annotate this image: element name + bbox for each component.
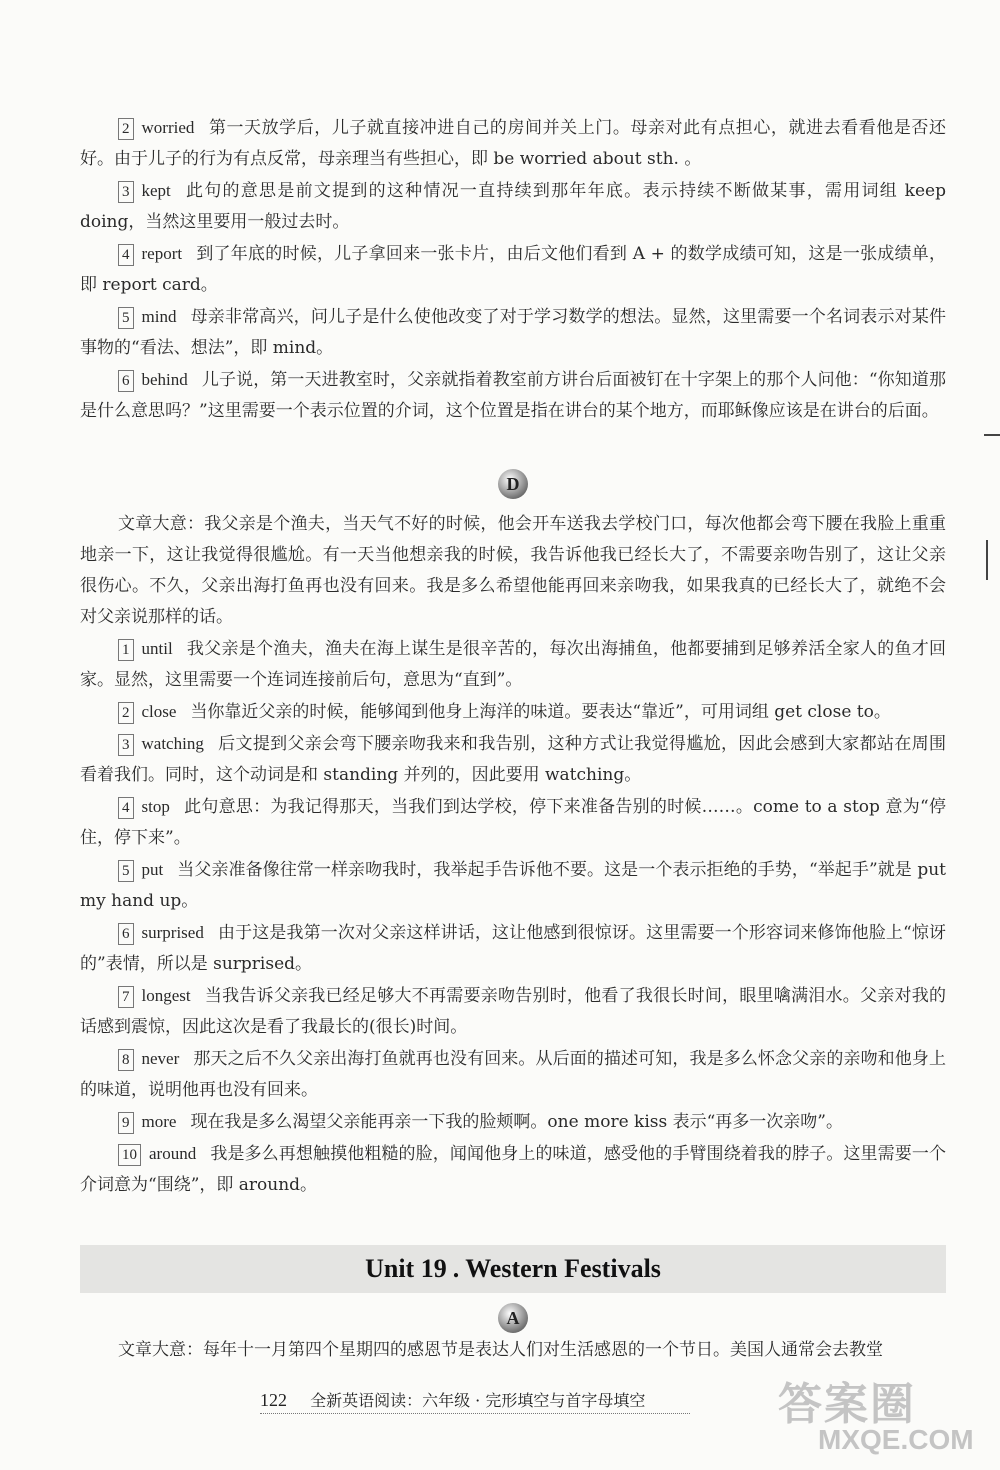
answer-entry xyxy=(80,980,946,1043)
answer-word: stop xyxy=(141,797,170,816)
answer-word: report xyxy=(141,244,183,263)
question-number: 6 xyxy=(118,370,134,392)
page-footer xyxy=(260,1388,645,1411)
edge-mark xyxy=(986,540,988,580)
question-number: 5 xyxy=(118,860,134,882)
answer-word: behind xyxy=(141,370,188,389)
answer-word: worried xyxy=(141,118,195,137)
question-number: 9 xyxy=(118,1112,134,1134)
answer-word: surprised xyxy=(141,923,204,942)
answer-explanation: 儿子说，第一天进教室时，父亲就指着教室前方讲台后面被钉在十字架上的那个人问他：“你知道那是什么意思吗？”这里需要一个表示位置的介词，这个位置是指在讲台的某个地方，而耶稣像应该是在讲台的后面。 xyxy=(80,370,946,421)
answer-entry xyxy=(80,1138,946,1201)
watermark-line2: MXQE.COM xyxy=(818,1424,974,1455)
question-number: 6 xyxy=(118,923,134,945)
answer-word: more xyxy=(141,1112,177,1131)
answer-explanation: 当你靠近父亲的时候，能够闻到他身上海洋的味道。要表达“靠近”，可用词组 get close to。 xyxy=(190,702,891,722)
footer-divider xyxy=(260,1413,690,1414)
answer-explanation: 当父亲准备像往常一样亲吻我时，我举起手告诉他不要。这是一个表示拒绝的手势，“举起手”就是 put my hand up。 xyxy=(80,860,946,911)
question-number: 7 xyxy=(118,986,134,1008)
answer-entry xyxy=(80,112,946,175)
answer-word: close xyxy=(141,702,177,721)
answer-word: longest xyxy=(141,986,191,1005)
answer-word: until xyxy=(141,639,173,658)
unit-title: Western Festivals xyxy=(465,1254,661,1283)
question-number: 3 xyxy=(118,734,134,756)
question-number: 4 xyxy=(118,797,134,819)
answer-entry xyxy=(80,854,946,917)
answer-entry xyxy=(80,301,946,364)
answer-word: watching xyxy=(141,734,204,753)
section-d-summary: 文章大意：我父亲是个渔夫，当天气不好的时候，他会开车送我去学校门口，每次他都会弯下腰在我脸上重重地亲一下，这让我觉得很尴尬。有一天当他想亲我的时候，我告诉他我已经长大了，不需要亲吻告别了，这让父亲很伤心。不久，父亲出海打鱼再也没有回来。我是多么希望他能再回来亲吻我，如果我真的已经长大了，就绝不会对父亲说那样的话。 xyxy=(80,514,946,627)
answer-word: kept xyxy=(141,181,171,200)
question-number: 2 xyxy=(118,702,134,724)
answer-explanation: 到了年底的时候，儿子拿回来一张卡片，由后文他们看到 A + 的数学成绩可知，这是一张成绩单，即 report card。 xyxy=(80,244,946,295)
unit-number: Unit 19 xyxy=(365,1254,447,1283)
section-d-badge: D xyxy=(498,469,528,499)
question-number: 10 xyxy=(118,1144,141,1166)
answer-word: mind xyxy=(141,307,177,326)
watermark-line1: 答案圈 xyxy=(778,1380,916,1429)
answer-entry xyxy=(80,175,946,238)
answer-explanation: 后文提到父亲会弯下腰亲吻我来和我告别，这种方式让我觉得尴尬，因此会感到大家都站在周围看着我们。同时，这个动词是和 standing 并列的，因此要用 watching。 xyxy=(80,734,946,785)
question-number: 8 xyxy=(118,1049,134,1071)
answer-explanation: 第一天放学后，儿子就直接冲进自己的房间并关上门。母亲对此有点担心，就进去看看他是否还好。由于儿子的行为有点反常，母亲理当有些担心，即 be worried about sth. 。 xyxy=(80,118,946,169)
answer-entry xyxy=(80,728,946,791)
edge-mark xyxy=(984,434,1000,436)
answer-explanation: 现在我是多么渴望父亲能再亲一下我的脸颊啊。one more kiss 表示“再多一次亲吻”。 xyxy=(190,1112,844,1132)
section-a-badge: A xyxy=(498,1303,528,1333)
watermark-logo xyxy=(778,1368,978,1458)
answer-explanation: 我父亲是个渔夫，渔夫在海上谋生是很辛苦的，每次出海捕鱼，他都要捕到足够养活全家人的鱼才回家。显然，这里需要一个连词连接前后句，意思为“直到”。 xyxy=(80,639,946,690)
page-number: 122 xyxy=(260,1390,287,1410)
question-number: 3 xyxy=(118,181,134,203)
question-number: 5 xyxy=(118,307,134,329)
page-content xyxy=(80,112,946,1366)
question-number: 1 xyxy=(118,639,134,661)
section-c-entries xyxy=(80,112,946,427)
answer-entry xyxy=(80,1106,946,1138)
answer-word: around xyxy=(149,1144,197,1163)
section-a-summary: 文章大意：每年十一月第四个星期四的感恩节是表达人们对生活感恩的一个节日。美国人通常会去教堂 xyxy=(118,1340,883,1360)
question-number: 4 xyxy=(118,244,134,266)
answer-explanation: 我是多么再想触摸他粗糙的脸，闻闻他身上的味道，感受他的手臂围绕着我的脖子。这里需要一个介词意为“围绕”，即 around。 xyxy=(80,1144,946,1195)
answer-word: never xyxy=(141,1049,180,1068)
answer-entry xyxy=(80,917,946,980)
question-number: 2 xyxy=(118,118,134,140)
answer-explanation: 此句意思：为我记得那天，当我们到达学校，停下来准备告别的时候……。come to a stop 意为“停住，停下来”。 xyxy=(80,797,946,848)
answer-entry xyxy=(80,791,946,854)
answer-explanation: 那天之后不久父亲出海打鱼就再也没有回来。从后面的描述可知，我是多么怀念父亲的亲吻和他身上的味道，说明他再也没有回来。 xyxy=(80,1049,946,1100)
unit-separator: . xyxy=(452,1254,460,1283)
answer-explanation: 此句的意思是前文提到的这种情况一直持续到那年年底。表示持续不断做某事，需用词组 keep doing，当然这里要用一般过去时。 xyxy=(80,181,946,232)
answer-entry xyxy=(80,1043,946,1106)
answer-word: put xyxy=(141,860,164,879)
answer-entry xyxy=(80,633,946,696)
answer-entry xyxy=(80,696,946,728)
answer-entry xyxy=(80,364,946,427)
unit-header xyxy=(80,1245,946,1293)
answer-entry xyxy=(80,238,946,301)
answer-explanation: 由于这是我第一次对父亲这样讲话，这让他感到很惊讶。这里需要一个形容词来修饰他脸上“惊讶的”表情，所以是 surprised。 xyxy=(80,923,946,974)
book-title: 全新英语阅读：六年级 · 完形填空与首字母填空 xyxy=(310,1391,646,1410)
answer-explanation: 母亲非常高兴，问儿子是什么使他改变了对于学习数学的想法。显然，这里需要一个名词表示对某件事物的“看法、想法”，即 mind。 xyxy=(80,307,946,358)
section-d-entries xyxy=(80,633,946,1201)
answer-explanation: 当我告诉父亲我已经足够大不再需要亲吻告别时，他看了我很长时间，眼里噙满泪水。父亲对我的话感到震惊，因此这次是看了我最长的(很长)时间。 xyxy=(80,986,946,1037)
